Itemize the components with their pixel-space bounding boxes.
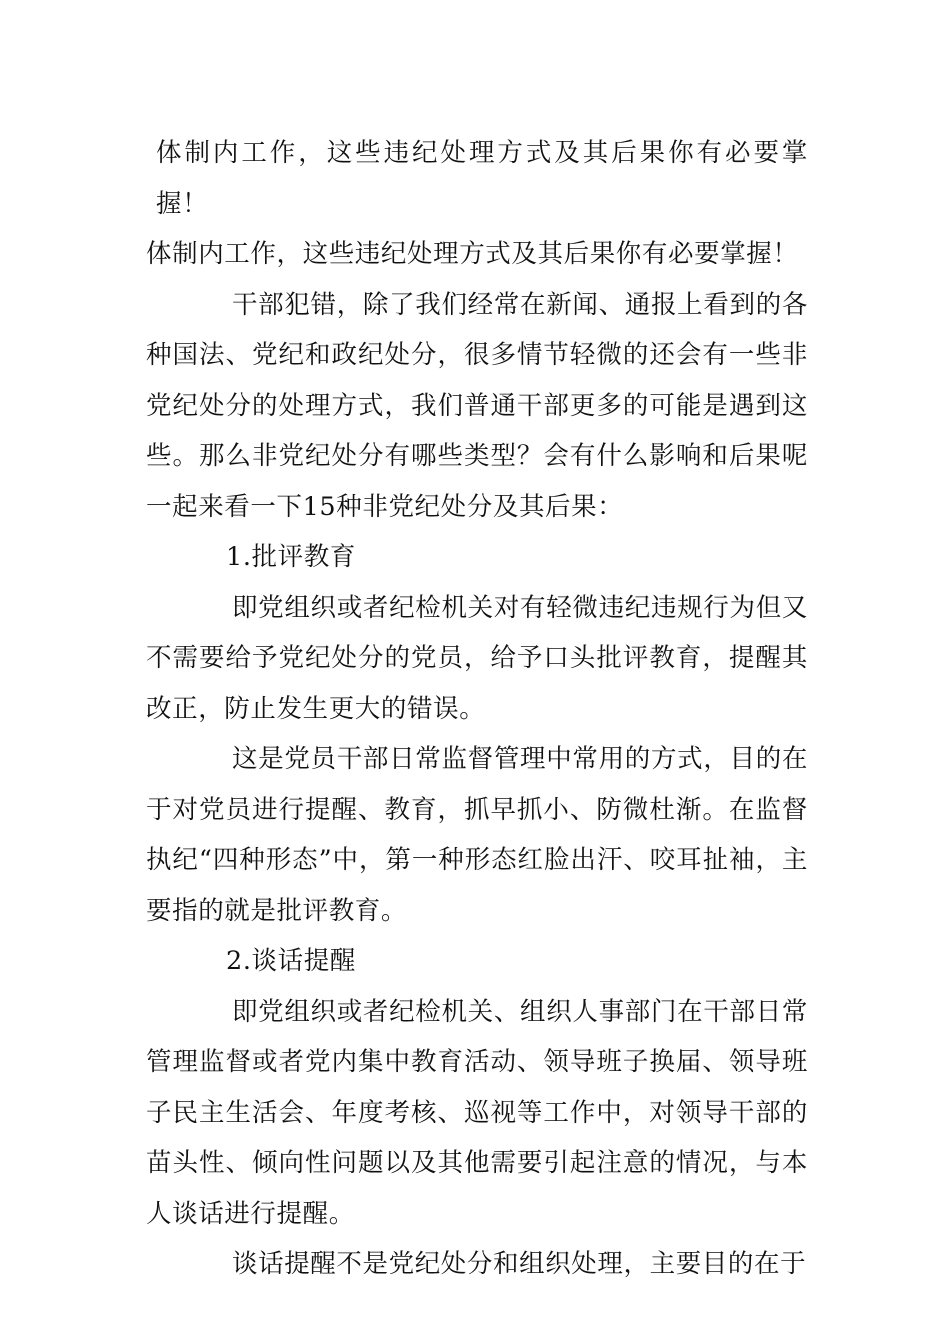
document-body [146,128,808,1290]
intro-paragraph: 干部犯错，除了我们经常在新闻、通报上看到的各种国法、党纪和政纪处分，很多情节轻微的还会有一些非党纪处分的处理方式，我们普通干部更多的可能是遇到这些。那么非党纪处分有哪些类型？会有什么影响和后果呢一起来看一下15种非党纪处分及其后果： [146,289,808,522]
section-heading-criticism: 1.批评教育 [226,542,356,572]
document-title-line-2: 体制内工作，这些违纪处理方式及其后果你有必要掌握！ [146,239,799,269]
document-title-line-1: 体制内工作，这些违纪处理方式及其后果你有必要掌握！ [156,138,808,219]
talk-reminder-purpose-paragraph: 谈话提醒不是党纪处分和组织处理，主要目的在于 [232,1249,807,1279]
criticism-purpose-paragraph: 这是党员干部日常监督管理中常用的方式，目的在于对党员进行提醒、教育，抓早抓小、防微杜渐。在监督执纪“四种形态”中，第一种形态红脸出汗、咬耳扯袖，主要指的就是批评教育。 [146,744,808,926]
section-heading-talk-reminder: 2.谈话提醒 [226,946,356,976]
criticism-definition-paragraph: 即党组织或者纪检机关对有轻微违纪违规行为但又不需要给予党纪处分的党员，给予口头批评教育，提醒其改正，防止发生更大的错误。 [146,592,808,724]
talk-reminder-definition-paragraph: 即党组织或者纪检机关、组织人事部门在干部日常管理监督或者党内集中教育活动、领导班子换届、领导班子民主生活会、年度考核、巡视等工作中，对领导干部的苗头性、倾向性问题以及其他需要引起注意的情况，与本人谈话进行提醒。 [146,996,808,1229]
